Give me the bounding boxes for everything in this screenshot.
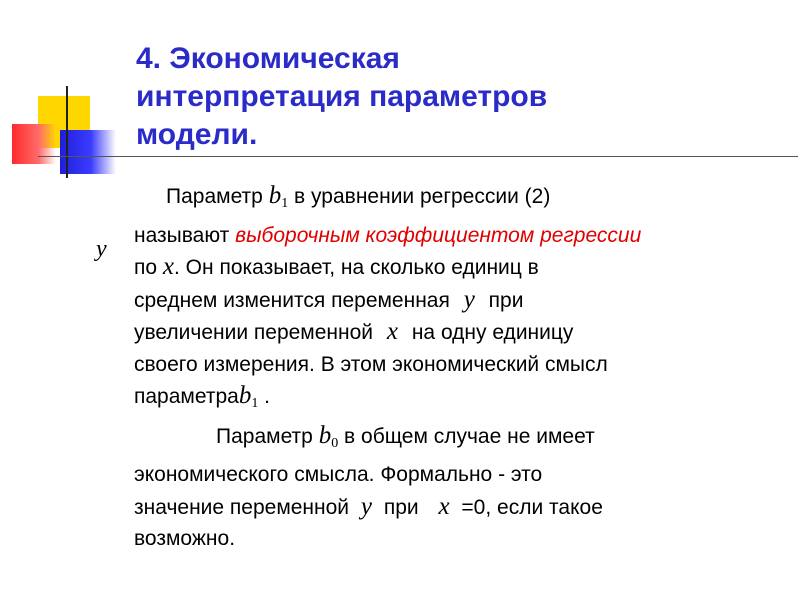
var-x: x <box>386 318 398 345</box>
text: Параметр <box>166 185 263 208</box>
text: значение переменной <box>134 495 350 519</box>
paragraph-2-line-2: экономического смысла. Формально - это <box>134 463 543 486</box>
slide-title <box>136 40 756 154</box>
paragraph-2-line-1 <box>134 420 774 460</box>
paragraph-1-line-6: своего измерения. В этом экономический смысл <box>134 352 608 376</box>
text: . <box>264 385 270 408</box>
paragraph-1-line-7 <box>134 380 774 420</box>
text: увеличении переменной <box>134 321 374 344</box>
decor-vertical-line <box>66 86 68 178</box>
side-variable-y: y <box>96 236 107 262</box>
var-x: x <box>162 253 175 280</box>
var-letter: b <box>318 421 332 449</box>
title-divider-line <box>38 156 798 157</box>
text: при <box>383 495 419 519</box>
var-subscript: 1 <box>281 196 289 211</box>
var-b1 <box>269 182 289 209</box>
paragraph-2-line-3 <box>134 491 774 524</box>
paragraph-2-line-4: возможно. <box>134 527 236 550</box>
decor-blue-square <box>60 130 116 174</box>
text: на одну единицу <box>411 321 574 344</box>
paragraph-1-line-5 <box>134 316 774 349</box>
var-letter: b <box>268 182 282 209</box>
paragraph-1-line-4 <box>134 284 774 317</box>
var-y: y <box>463 285 475 313</box>
var-subscript: 1 <box>251 396 259 411</box>
var-subscript: 0 <box>331 435 339 451</box>
highlight-term: выборочным коэффициентом регрессии <box>235 223 642 247</box>
var-b1 <box>239 382 259 409</box>
var-b0 <box>319 422 339 449</box>
text: в уравнении регрессии (2) <box>294 185 551 208</box>
var-letter: b <box>238 382 252 409</box>
text: . Он показывает, на сколько единиц в <box>174 256 539 279</box>
decor-red-square <box>12 124 56 164</box>
title-line-1: 4. Экономическая <box>136 42 400 75</box>
text: Параметр <box>216 424 313 448</box>
paragraph-1-line-1 <box>134 180 774 220</box>
text: при <box>488 288 524 312</box>
text: параметра <box>134 385 239 408</box>
title-line-3: модели. <box>136 118 258 151</box>
text: называют <box>134 223 230 247</box>
text: в общем случае не имеет <box>344 424 595 448</box>
title-line-2: интерпретация параметров <box>136 80 548 113</box>
var-y: y <box>360 492 372 520</box>
slide-body <box>134 180 774 555</box>
text: по <box>134 256 158 279</box>
paragraph-1-line-2 <box>134 220 774 252</box>
text: среднем изменится переменная <box>134 288 450 312</box>
var-x: x <box>438 492 450 520</box>
paragraph-1-line-3 <box>134 251 774 284</box>
text: =0, если такое <box>461 495 603 519</box>
